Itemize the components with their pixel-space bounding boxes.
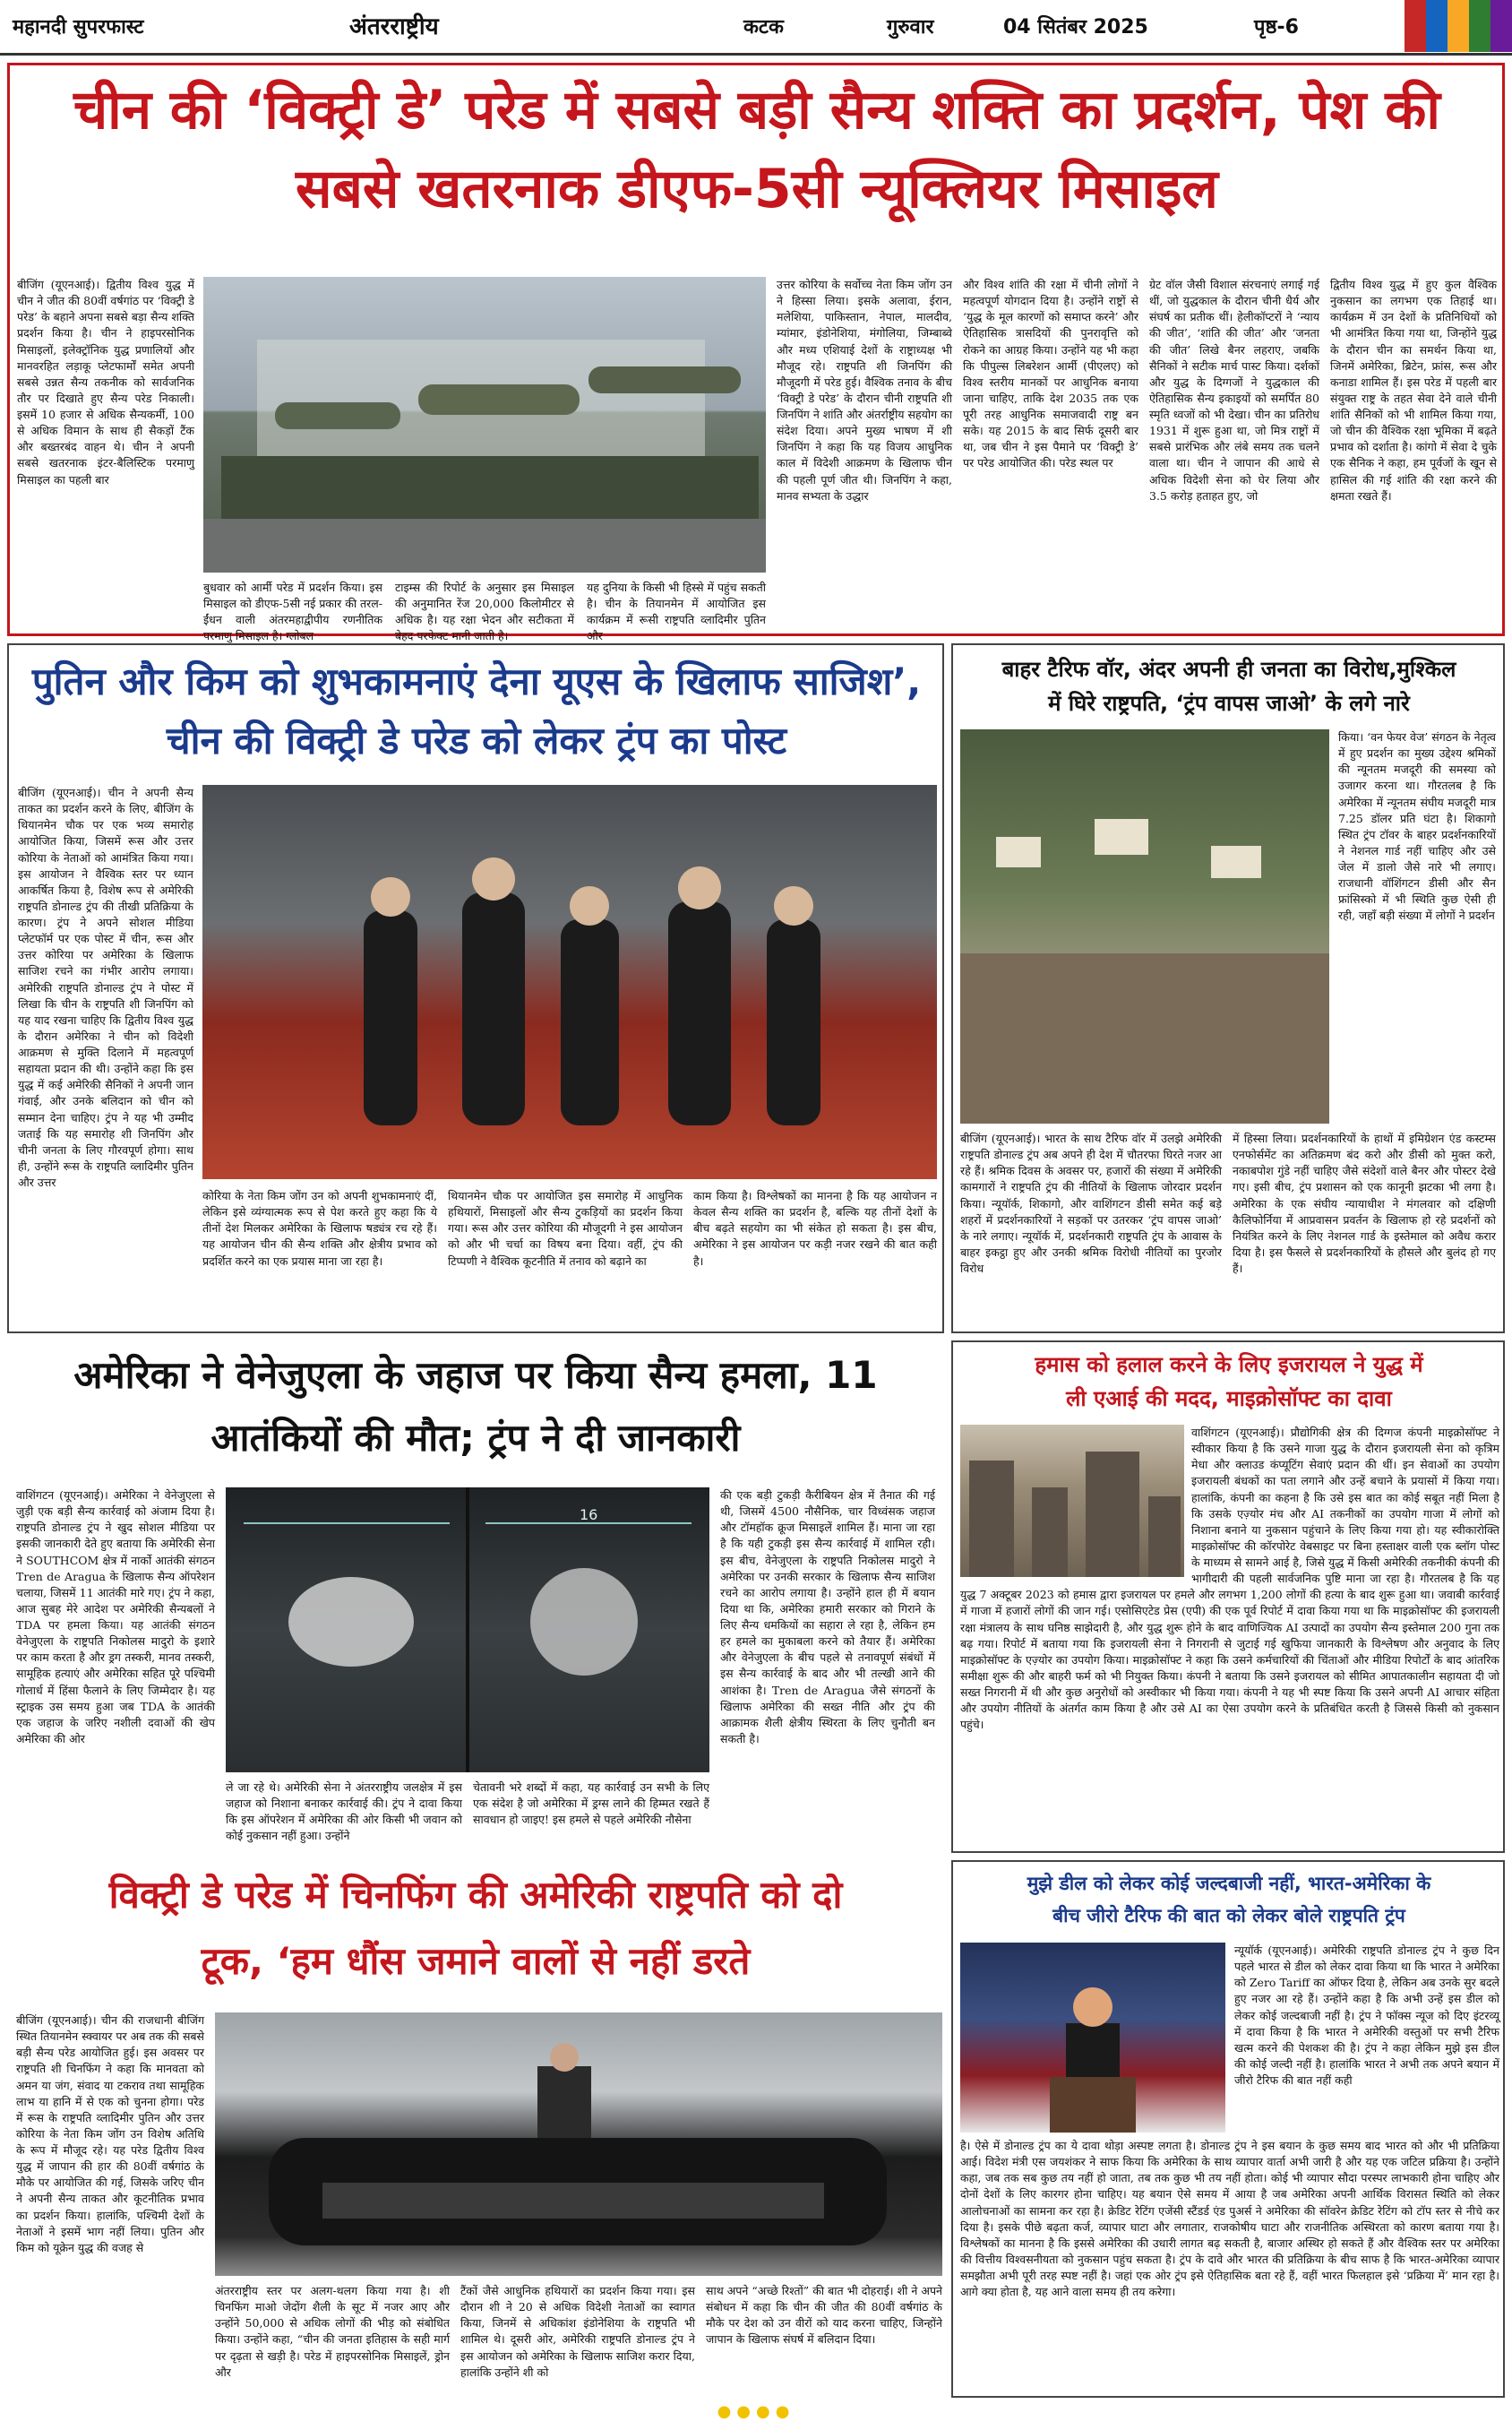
protest-crowd-photo [960, 729, 1329, 1124]
parade-missile-photo [203, 277, 766, 573]
story1-col6: और विश्व शांति की रक्षा में चीनी लोगों ने महत्वपूर्ण योगदान दिया है। उन्होंने राष्ट्रों से ‘युद्ध के मूल कारणों को समाप्त करने’ और ऐतिहासिक त्रासदियों की पुनरावृत्ति को रोकने का आग्रह किया। उन्होंने यह भी कहा कि पीपुल्स लिबरेशन आर्मी (पीएलए) को विश्व स्तरीय मानकों पर आधुनिक बनाया जाना चाहिए, ताकि देश 2035 तक एक पूरी तरह आधुनिक समाजवादी राष्ट्र बन सके। यह 2015 के बाद सिर्फ दूसरी बार था, जब चीन ने इस पैमाने पर ‘विक्ट्री डे’ पर परेड आयोजित की। परेड स्थल पर [963, 278, 1138, 470]
story2-col2: कोरिया के नेता किम जोंग उन को अपनी शुभकामनाएं दीं, लेकिन इसे व्यंग्यात्मक रूप से पेश करते हुए कहा कि ये तीनों देश मिलकर अमेरिका के खिलाफ षड्यंत्र रच रहे हैं। यह आयोजन चीन की सैन्य शक्ति और क्षेत्रीय प्रभाव को प्रदर्शित करने का एक प्रयास माना जा रहा है। [202, 1189, 437, 1268]
story6-headline-line1: विक्ट्री डे परेड में चिनफिंग की अमेरिकी राष्ट्रपति को दो [108, 1873, 843, 1917]
story-microsoft-ai [951, 1340, 1505, 1853]
story-us-protests [951, 643, 1505, 1333]
story4-col1: वाशिंगटन (यूएनआई)। अमेरिका ने वेनेजुएला से जुड़ी एक बड़ी सैन्य कार्रवाई को अंजाम दिया है। राष्ट्रपति डोनाल्ड ट्रंप ने खुद सोशल मीडिया पर इसकी जानकारी देते हुए बताया कि अमेरिकी सेना ने SOUTHCOM क्षेत्र में नार्को आतंकी संगठन Tren de Aragua के खिलाफ सैन्य ऑपरेशन चलाया, जिसमें 11 आतंकी मारे गए। ट्रंप ने कहा, आज सुबह मेरे आदेश पर अमेरिकी सैन्यबलों ने TDA पर हमला किया। यह आतंकी संगठन वेनेजुएला के राष्ट्रपति निकोलस मादुरो के इशारे पर काम करता है और ड्रग तस्करी, मानव तस्करी, सामूहिक हत्याएं और अमेरिका सहित पूरे पश्चिमी गोलार्ध में हिंसा फैलाने के लिए जिम्मेदार है। यह स्ट्राइक उस समय हुआ जब TDA के आतंकी एक जहाज के जरिए नशीली दवाओं की खेप अमेरिका की ओर [16, 1488, 215, 1745]
story1-col1: बीजिंग (यूएनआई)। द्वितीय विश्व युद्ध में चीन ने जीत की 80वीं वर्षगांठ पर ‘विक्ट्री डे परेड’ के बहाने अपना सबसे बड़ा सैन्य शक्ति प्रदर्शन किया है। चीन ने हाइपरसोनिक मिसाइलों, इलेक्ट्रॉनिक युद्ध प्रणालियों और मानवरहित लड़ाकू प्लेटफार्मों समेत अपनी सबसे उन्नत सैन्य तकनीक को सार्वजनिक तौर पर दिखाते हुए सैन्य परेड निकाली। इसमें 10 हजार से अधिक सैन्यकर्मी, 100 से अधिक विमान के साथ ही सैकड़ों टैंक और बख्तरबंद वाहन थे। चीन ने अपनी सबसे खतरनाक इंटर-बैलिस्टिक परमाणु मिसाइल का पहली बार [17, 278, 194, 487]
trump-podium-photo [960, 1943, 1225, 2133]
story5-photo-spacer [960, 1425, 1191, 1584]
story3-headline-line2: में घिरे राष्ट्रपति, ‘ट्रंप वापस जाओ’ के लगे नारे [1048, 691, 1410, 716]
story5-headline-line1: हमास को हलाल करने के लिए इजरायल ने युद्ध में [1035, 1352, 1423, 1377]
story1-col2: बुधवार को आर्मी परेड में प्रदर्शन किया। इस मिसाइल को डीएफ-5सी नई प्रकार की तरल-ईंधन वाली अंतरमहाद्वीपीय रणनीतिक परमाणु मिसाइल है। ग्लोबल [203, 581, 382, 643]
story3-headline [958, 652, 1499, 720]
story1-headline [19, 71, 1495, 228]
story4-col3: चेतावनी भरे शब्दों में कहा, यह कार्रवाई उन सभी के लिए एक संदेश है जो अमेरिका में ड्रग्स लाने की हिम्मत रखते हैं सावधान हो जाइए! इस हमले से पहले अमेरिकी नौसेना [473, 1780, 709, 1827]
footer-dots: ●●●● [717, 2402, 795, 2421]
story1-headline-line2: सबसे खतरनाक डीएफ-5सी न्यूक्लियर मिसाइल [296, 158, 1218, 220]
story-china-parade [7, 63, 1505, 643]
story5-headline-line2: ली एआई की मदद, माइक्रोसॉफ्ट का दावा [1066, 1386, 1392, 1411]
story2-col1: बीजिंग (यूएनआई)। चीन ने अपनी सैन्य ताकत का प्रदर्शन करने के लिए, बीजिंग के थियानमेन चौक पर एक भव्य समारोह आयोजित किया, जिसमें रूस और उत्तर कोरिया के नेताओं को आमंत्रित किया गया। इस आयोजन ने वैश्विक स्तर पर ध्यान आकर्षित किया है, विशेष रूप से अमेरिकी राष्ट्रपति डोनाल्ड ट्रंप की तीखी प्रतिक्रिया के कारण। ट्रंप ने अपने सोशल मीडिया प्लेटफॉर्म पर एक पोस्ट में चीन, रूस और उत्तर कोरिया पर अमेरिका के खिलाफ साजिश रचने का गंभीर आरोप लगाया। अमेरिकी राष्ट्रपति डोनाल्ड ट्रंप ने पोस्ट में लिखा कि चीन के राष्ट्रपति शी जिनपिंग को यह याद रखना चाहिए कि द्वितीय विश्व युद्ध के दौरान अमेरिका ने चीन को विदेशी आक्रमण से मुक्ति दिलाने में महत्वपूर्ण सहायता प्रदान की थी। उन्होंने कहा कि इस युद्ध में कई अमेरिकी सैनिकों ने अपनी जान गंवाई, और उनके बलिदान को चीन को सम्मान देना चाहिए। ट्रंप ने यह भी उम्मीद जताई कि यह समारोह शी जिनपिंग और चीनी जनता के लिए गौरवपूर्ण होगा। साथ ही, उन्होंने रूस के राष्ट्रपति व्लादिमीर पुतिन और उत्तर [18, 786, 193, 1189]
trump-illustration [960, 1943, 1225, 2133]
day-name: गुरुवार [887, 16, 934, 39]
xi-parade-car-photo [215, 2012, 942, 2276]
story3-side: किया। ‘वन फेयर वेज’ संगठन के नेतृत्व में हुए प्रदर्शन का मुख्य उद्देश्य श्रमिकों की न्यूनतम मजदूरी की समस्या को उजागर करना था। गौरतलब है कि अमेरिका में न्यूनतम संघीय मजदूरी मात्र 7.25 डॉलर प्रति घंटा है। शिकागो स्थित ट्रंप टॉवर के बाहर प्रदर्शनकारियों ने नेशनल गार्ड नहीं चाहिए और उसे जेल में डालो जैसे नारे भी लगाए। राजधानी वॉशिंगटन डीसी और सैन फ्रांसिस्को में भी स्थिति कुछ ऐसी ही रही, जहाँ बड़ी संख्या में लोगों ने प्रदर्शन [1338, 730, 1496, 923]
story2-headline-line2: चीन की विक्ट्री डे परेड को लेकर ट्रंप का पोस्ट [166, 719, 787, 763]
section-name: अंतरराष्ट्रीय [349, 13, 439, 40]
story5-headline [958, 1348, 1499, 1416]
story4-col4: की एक बड़ी टुकड़ी कैरीबियन क्षेत्र में तैनात की गई थी, जिसमें 4500 नौसैनिक, चार विध्वंसक जहाज और टॉमहॉक क्रूज मिसाइलें शामिल हैं। माना जा रहा है कि यही टुकड़ी इस सैन्य कार्रवाई में शामिल रही। इस बीच, वेनेजुएला के राष्ट्रपति निकोलस मादुरो ने अमेरिका पर उनकी सरकार के खिलाफ सैन्य साजिश रचने का आरोप लगाया है। उन्होंने हाल ही में बयान दिया था कि, अमेरिका हमारी सरकार को गिराने के लिए सैन्य धमकियों का सहारा ले रहा है, लेकिन हम हर हमले का मुकाबला करने को तैयार हैं। अमेरिका और वेनेजुएला के बीच पहले से तनावपूर्ण संबंधों में इस सैन्य कार्रवाई के बाद और भी तल्खी आने की आशंका है। Tren de Aragua जैसे संगठनों के खिलाफ अमेरिका की सख्त नीति और ट्रंप की आक्रामक शैली क्षेत्रीय स्थिरता के लिए चुनौती बन सकती है। [720, 1488, 935, 1745]
story1-col3: टाइम्स की रिपोर्ट के अनुसार इस मिसाइल की अनुमानित रेंज 20,000 किलोमीटर से अधिक है। यह रक्षा भेदन और सटीकता में बेहद परफेक्ट मानी जाती है। [395, 581, 574, 643]
story1-col8: द्वितीय विश्व युद्ध में हुए कुल वैश्विक नुकसान का लगभग एक तिहाई था। कार्यक्रम में उन देशों के प्रतिनिधियों को भी आमंत्रित किया गया था, जिन्होंने युद्ध के दौरान चीन का समर्थन किया था, जिनमें अमेरिका, ब्रिटेन, फ्रांस, रूस और कनाडा शामिल हैं। इस परेड में पहली बार संयुक्त राष्ट्र के तहत सेवा देने वाले चीनी शांति सैनिकों को भी शामिल किया गया, जो चीन की वैश्विक रक्षा भूमिका में बढ़ते प्रभाव को दर्शाता है। कांगो में सेवा दे चुके एक सैनिक ने कहा, हम पूर्वजों के खून से हासिल की गई शांति की रक्षा करने की क्षमता रखते हैं। [1330, 278, 1497, 503]
story4-col2: ले जा रहे थे। अमेरिकी सेना ने अंतरराष्ट्रीय जलक्षेत्र में इस जहाज को निशाना बनाकर कार्रवाई की। ट्रंप ने दावा किया कि इस ऑपरेशन में अमेरिका की ओर किसी भी जवान को कोई नुकसान नहीं हुआ। उन्होंने [226, 1780, 462, 1843]
issue-date: 04 सितंबर 2025 [1003, 16, 1148, 39]
boat-strike-photo [226, 1487, 709, 1772]
story5-body: वाशिंगटन (यूएनआई)। प्रौद्योगिकी क्षेत्र की दिग्गज कंपनी माइक्रोसॉफ्ट ने स्वीकार किया है कि उसने गाजा युद्ध के दौरान इजरायली सेना को कृत्रिम मेधा और क्लाउड कंप्यूटिंग सेवाएं प्रदान की थीं। इन सेवाओं का उपयोग इजरायली बंधकों का पता लगाने और उन्हें बचाने के प्रयासों में किया गया। हालांकि, कंपनी का कहना है कि उसे इस बात का कोई सबूत नहीं मिला है कि उसके एज़्योर मंच और AI तकनीकों का उपयोग गाजा में लोगों को निशाना बनाने या नुकसान पहुंचाने के लिए किया गया हो। यह स्वीकारोक्ति माइक्रोसॉफ्ट की कॉरपोरेट वेबसाइट पर बिना हस्ताक्षर वाली एक ब्लॉग पोस्ट के माध्यम से सामने आई है, जिसे युद्ध में किसी अमेरिकी तकनीकी कंपनी की भागीदारी की पहली सार्वजनिक पुष्टि माना जा रहा है। गौरतलब है कि यह युद्ध 7 अक्टूबर 2023 को हमास द्वारा इजरायल पर हमले और लगभग 1,200 लोगों की हत्या के बाद शुरू हुआ था। जवाबी कार्रवाई में गाजा में हजारों लोगों की जान गई। एसोसिएटेड प्रेस (एपी) की एक पूर्व रिपोर्ट में दावा किया गया था कि माइक्रोसॉफ्ट की इजरायली रक्षा मंत्रालय के साथ घनिष्ठ साझेदारी है, और युद्ध शुरू होने के बाद वाणिज्यिक AI उत्पादों का उपयोग सैन्य इस्तेमाल 200 गुना तक बढ़ गया। रिपोर्ट में बताया गया कि इजरायली सेना ने निगरानी से जुटाई गई खुफिया जानकारी के विश्लेषण और अनुवाद के लिए माइक्रोसॉफ्ट के एज़्योर का उपयोग किया। माइक्रोसॉफ्ट ने कहा कि उसने कर्मचारियों की चिंताओं और मीडिया रिपोर्टों के बाद आंतरिक समीक्षा शुरू की और बाहरी फर्म को भी नियुक्त किया। कंपनी ने बताया कि उसने इजरायल को सीमित आपातकालीन सहायता दी जो सख्त निगरानी में थी और कुछ अनुरोधों को अस्वीकार भी किया गया। कंपनी ने यह भी स्पष्ट किया कि उसने अपनी AI आचार संहिता और उपयोग नीतियों के अंतर्गत काम किया है और उसे AI का ऐसा उपयोग करने के प्रतिबंधित करती है जिससे किसी को नुकसान पहुंचे। [960, 1426, 1499, 1732]
story3-headline-line1: बाहर टैरिफ वॉर, अंदर अपनी ही जनता का विरोध,मुश्किल [1001, 657, 1456, 682]
story1-col5: उत्तर कोरिया के सर्वोच्च नेता किम जोंग उन ने हिस्सा लिया। इसके अलावा, ईरान, मलेशिया, पाकिस्तान, नेपाल, मालदीव, म्यांमार, इंडोनेशिया, मंगोलिया, जिम्बाब्वे और मध्य एशियाई देशों के राष्ट्राध्यक्ष भी मौजूद रहे। राष्ट्रपति शी जिनपिंग की मौजूदगी में परेड हुई। वैश्विक तनाव के बीच ‘विक्ट्री डे परेड’ के दौरान चीनी राष्ट्रपति शी जिनपिंग ने शांति और अंतर्राष्ट्रीय सहयोग का संदेश दिया। अपने मुख्य भाषण में शी जिनपिंग ने कहा कि यह विजय आधुनिक काल में विदेशी आक्रमण के खिलाफ चीन की पहली पूर्ण जीत थी। जिनपिंग ने कहा, मानव सभ्यता के उद्धार [777, 278, 952, 503]
missile-trucks-illustration [203, 277, 766, 573]
story2-col3: थियानमेन चौक पर आयोजित इस समारोह में आधुनिक हथियारों, मिसाइलों और सैन्य टुकड़ियों का प्रदर्शन किया गया। रूस और उत्तर कोरिया की मौजूदगी ने इस आयोजन को और भी चर्चा का विषय बना दिया। वहीं, ट्रंप की टिप्पणी ने वैश्विक कूटनीति में तनाव को बढ़ाने का [448, 1189, 683, 1268]
story-trump-post [7, 643, 944, 1333]
story7-headline-line2: बीच जीरो टैरिफ की बात को लेकर बोले राष्ट्रपति ट्रंप [1052, 1905, 1405, 1926]
story1-col7: ग्रेट वॉल जैसी विशाल संरचनाएं लगाई गई थीं, जो युद्धकाल के दौरान चीनी धैर्य और संघर्ष का प्रतीक थीं। हेलीकॉप्टरों ने ‘न्याय की जीत’, ‘शांति की जीत’ और ‘जनता की जीत’ लिखे बैनर लहराए, जबकि सैनिकों ने सटीक मार्च पास्ट किया। दर्शकों और युद्ध के दिग्गजों ने युद्धकाल की ऐतिहासिक सैन्य इकाइयों को समर्पित 80 स्मृति ध्वजों को भी देखा। चीन का प्रतिरोध 1931 में शुरू हुआ था, जो मित्र राष्ट्रों में सबसे प्रारंभिक और लंबे समय तक चलने वाला था। चीन ने जापान की आधे से अधिक विदेशी सेना को घेर लिया और 3.5 करोड़ हताहत हुए, जो [1149, 278, 1319, 503]
story3-col2: में हिस्सा लिया। प्रदर्शनकारियों के हाथों में इमिग्रेशन एंड कस्टम्स एनफोर्समेंट का अतिक्रमण बंद करो और डीसी को मुक्त करो, नकाबपोश गुंडे नहीं चाहिए जैसे संदेशों वाले बैनर और पोस्टर देखे गए। इसी बीच, ट्रंप प्रशासन को एक कानूनी झटका भी लगा है। अमेरिका के एक संघीय न्यायाधीश ने मंगलवार को दक्षिणी कैलिफोर्निया में आप्रवासन प्रवर्तन के खिलाफ हो रहे प्रदर्शनों को नियंत्रित करने के लिए नेशनल गार्ड के इस्तेमाल को अवैध करार दिया है। इस फैसले से प्रदर्शनकारियों के हौसले और बुलंद हो गए हैं। [1233, 1132, 1496, 1275]
story5-body-wrap [960, 1425, 1499, 1846]
flags-graphic [1405, 0, 1512, 52]
page-number: पृष्ठ-6 [1254, 16, 1299, 39]
story7-body: है। ऐसे में डोनाल्ड ट्रंप का ये दावा थोड़ा अस्पष्ट लगता है। डोनाल्ड ट्रंप ने इस बयान के कुछ समय बाद भारत को और भी प्रतिक्रिया आई। विदेश मंत्री एस जयशंकर ने साफ किया कि अमेरिका के साथ व्यापार वार्ता अभी जारी है और यह एक जटिल प्रक्रिया है। उन्होंने कहा, जब तक सब कुछ तय नहीं हो जाता, तब तक कुछ भी तय नहीं होता। कोई भी व्यापार सौदा परस्पर लाभकारी होना चाहिए और दोनों देशों के लिए कारगर होना चाहिए। यह बयान ऐसे समय में आया है जब अमेरिका अपनी आर्थिक विरासत स्थिति को लेकर आलोचनाओं का सामना कर रहा है। क्रेडिट रेटिंग एजेंसी स्टैंडर्ड एंड पुअर्स ने अमेरिका की सॉवरेन क्रेडिट रेटिंग को टॉप स्तर से नीचे कर दिया है। इसके पीछे बढ़ता कर्ज, व्यापार घाटा और लगातार, राजकोषीय घाटा और राजनीतिक अस्थिरता को कारण बताया गया है। विश्लेषकों का मानना है कि इससे अमेरिका की उधारी लागत बढ़ सकती है, बाजार अस्थिर हो सकते हैं और वैश्विक स्तर पर अमेरिका की वित्तीय विश्वसनीयता को नुकसान पहुंच सकता है। ट्रंप के दावे और भारत की प्रतिक्रिया के बीच साफ है कि भारत-अमेरिका व्यापार समझौता अभी पूरी तरह स्पष्ट नहीं है। जहां एक ओर ट्रंप इसे ऐतिहासिक बता रहे हैं, वहीं भारत फिलहाल इसे ‘प्रक्रिया में’ मान रहा है। आगे क्या होता है, यह आने वाला समय ही तय करेगा। [960, 2139, 1499, 2299]
story7-side: न्यूयॉर्क (यूएनआई)। अमेरिकी राष्ट्रपति डोनाल्ड ट्रंप ने कुछ दिन पहले भारत से डील को लेकर दावा किया था कि भारत ने अमेरिका को Zero Tariff का ऑफर दिया है, लेकिन अब उनके सुर बदले हुए नजर आ रहे हैं। उन्होंने कहा है कि अभी उन्हें इस डील को लेकर कोई जल्दबाजी नहीं है। ट्रंप ने फॉक्स न्यूज को दिए इंटरव्यू में दावा किया है कि भारत ने अमेरिकी वस्तुओं पर सभी टैरिफ खत्म करने की पेशकश की है। ट्रंप ने कहा लेकिन मुझे इस डील की कोई जल्दी नहीं है। हालांकि भारत ने अभी तक अपने बयान में जीरो टैरिफ की बात नहीं कही [1234, 1943, 1499, 2087]
story4-headline [7, 1344, 944, 1469]
story6-col1: बीजिंग (यूएनआई)। चीन की राजधानी बीजिंग स्थित तियानमेन स्क्वायर पर अब तक की सबसे बड़ी सैन्य परेड आयोजित हुई। इस अवसर पर राष्ट्रपति शी चिनफिंग ने कहा कि मानवता को अमन या जंग, संवाद या टकराव तथा सामूहिक लाभ या हानि में से एक को चुनना होगा। परेड में रूस के राष्ट्रपति व्लादिमीर पुतिन और उत्तर कोरिया के नेता किम जोंग उन विशेष अतिथि के रूप में मौजूद रहे। यह परेड द्वितीय विश्व युद्ध में जापान की हार की 80वीं वर्षगांठ के मौके पर आयोजित की गई, जिसके जरिए चीन ने अपनी सैन्य ताकत और कूटनीतिक प्रभाव का प्रदर्शन किया। हालांकि, पश्चिमी देशों के नेताओं ने इसमें भाग नहीं लिया। पुतिन और किम को यूक्रेन युद्ध की वजह से [16, 2013, 204, 2254]
leaders-walking-photo [202, 785, 937, 1179]
leaders-illustration [202, 785, 937, 1179]
car-illustration [215, 2012, 942, 2276]
story6-col2: अंतरराष्ट्रीय स्तर पर अलग-थलग किया गया है। शी चिनफिंग माओ जेदोंग शैली के सूट में नजर आए और उन्होंने 50,000 से अधिक लोगों की भीड़ को संबोधित किया। उन्होंने कहा, “चीन की जनता इतिहास के सही मार्ग पर दृढ़ता से खड़ी है। परेड में हाइपरसोनिक मिसाइलें, ड्रोन और [215, 2284, 450, 2379]
story3-col1: बीजिंग (यूएनआई)। भारत के साथ टैरिफ वॉर में उलझे अमेरिकी राष्ट्रपति डोनाल्ड ट्रंप अब अपने ही देश में चौतरफा घिरते नजर आ रहे हैं। श्रमिक दिवस के अवसर पर, हजारों की संख्या में अमेरिकी कामगारों ने राष्ट्रपति ट्रंप की नीतियों के खिलाफ जोरदार प्रदर्शन किया। न्यूयॉर्क, शिकागो, और वाशिंगटन डीसी समेत कई बड़े शहरों में प्रदर्शनकारियों ने सड़कों पर उतरकर ‘ट्रंप वापस जाओ’ के नारे लगाए। न्यूयॉर्क में, प्रदर्शनकारी राष्ट्रपति ट्रंप के आवास के बाहर इकट्ठा हुए और उनकी श्रमिक विरोधी नीतियों का पुरजोर विरोध [960, 1132, 1222, 1275]
story1-col4: यह दुनिया के किसी भी हिस्से में पहुंच सकती है। चीन के तियानमेन में आयोजित इस कार्यक्रम में रूसी राष्ट्रपति व्लादिमीर पुतिन और [587, 581, 767, 643]
story7-headline [958, 1867, 1499, 1932]
story6-headline-line2: टूक, ‘हम धौंस जमाने वालों से नहीं डरते [201, 1939, 751, 1983]
story2-headline [18, 652, 935, 771]
city-name: कटक [743, 16, 784, 39]
story2-headline-line1: पुतिन और किम को शुभकामनाएं देना यूएस के खिलाफ साजिश’, [31, 659, 922, 703]
strike-frame-tag: 16 [580, 1506, 598, 1523]
story6-col3: टैंकों जैसे आधुनिक हथियारों का प्रदर्शन किया गया। इस दौरान शी ने 20 से अधिक विदेशी नेताओं का स्वागत किया, जिनमें से अधिकांश इंडोनेशिया के राष्ट्रपति भी शामिल थे। दूसरी ओर, अमेरिकी राष्ट्रपति डोनाल्ड ट्रंप ने इस आयोजन को अमेरिका के खिलाफ साजिश करार दिया, हालांकि उन्होंने शी को [460, 2284, 695, 2379]
footer-color-dots [0, 2402, 1512, 2421]
masthead [0, 0, 1512, 56]
story4-headline-line2: आतंकियों की मौत; ट्रंप ने दी जानकारी [210, 1416, 741, 1460]
story-xi-warning [7, 1860, 944, 2398]
story2-col4: काम किया है। विश्लेषकों का मानना है कि यह आयोजन न केवल सैन्य शक्ति का प्रदर्शन है, बल्कि यह तीनों देशों के बीच बढ़ते सहयोग का भी संकेत हो सकता है। इस बीच, अमेरिका ने इस आयोजन पर कड़ी नजर रखने की बात कही है। [693, 1189, 937, 1268]
paper-name: महानदी सुपरफास्ट [13, 16, 144, 39]
story6-headline [7, 1862, 944, 1995]
story6-col4: साथ अपने “अच्छे रिश्तों” की बात भी दोहराई। शी ने अपने संबोधन में कहा कि चीन की जीत की 80वीं वर्षगांठ के मौके पर देश को उन वीरों को याद करना चाहिए, जिन्होंने जापान के खिलाफ संघर्ष में बलिदान दिया। [706, 2284, 942, 2347]
crowd-illustration [960, 729, 1329, 1124]
strike-illustration [226, 1487, 709, 1772]
story4-headline-line1: अमेरिका ने वेनेजुएला के जहाज पर किया सैन्य हमला, 11 [73, 1353, 878, 1397]
story-venezuela-strike [7, 1340, 944, 1853]
story-trump-deal [951, 1860, 1505, 2398]
story7-headline-line1: मुझे डील को लेकर कोई जल्दबाजी नहीं, भारत-अमेरिका के [1027, 1873, 1431, 1894]
story1-headline-line1: चीन की ‘विक्ट्री डे’ परेड में सबसे बड़ी सैन्य शक्ति का प्रदर्शन, पेश की [73, 79, 1440, 142]
